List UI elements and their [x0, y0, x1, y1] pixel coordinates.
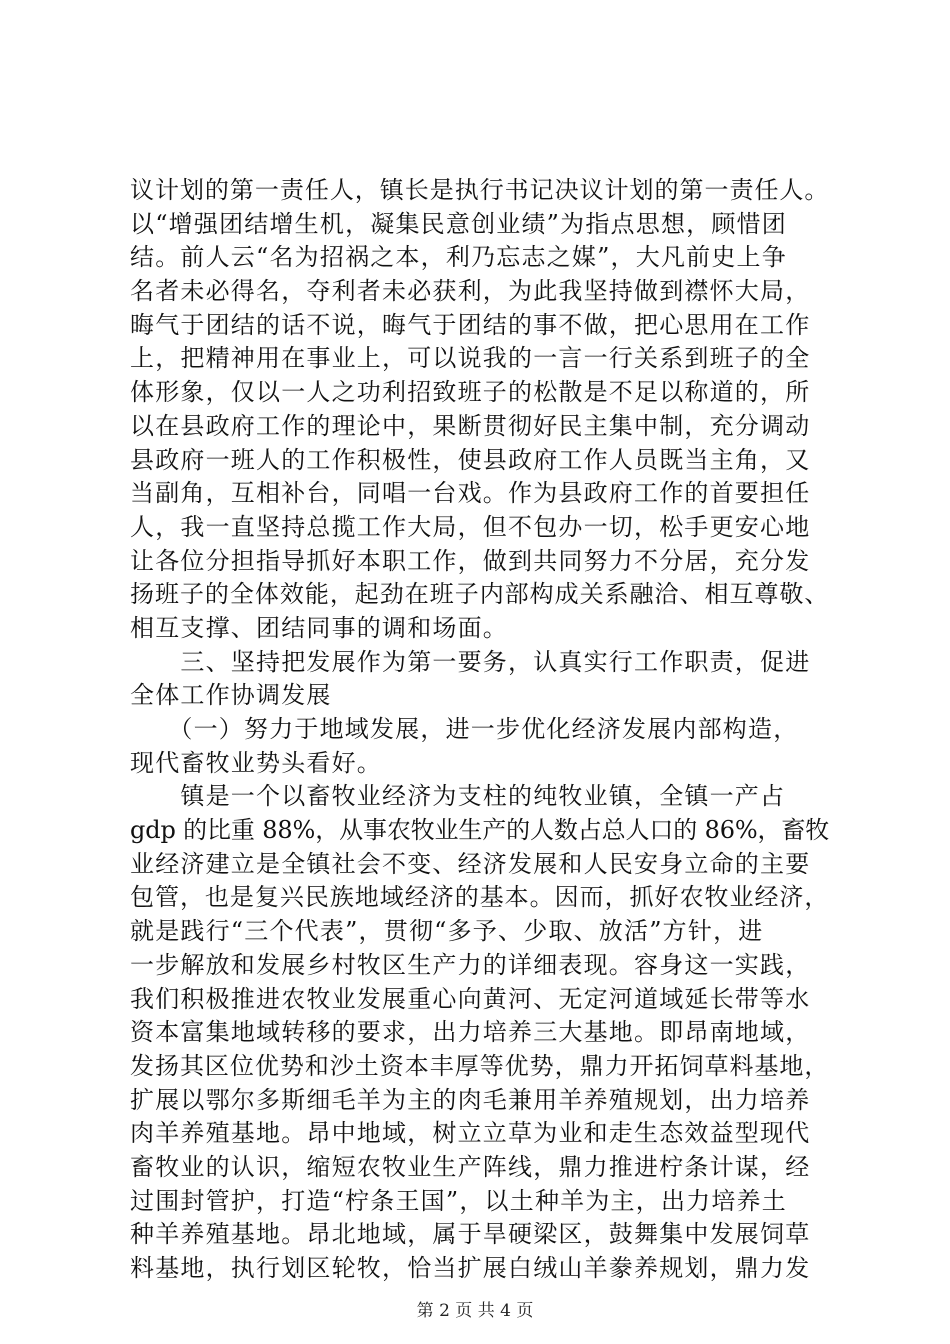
- text-line: 发扬其区位优势和沙土资本丰厚等优势，鼎力开拓饲草料基地，: [130, 1051, 830, 1080]
- text-line: 资本富集地域转移的要求，出力培养三大基地。即昂南地域，: [130, 1018, 811, 1047]
- text-line: 体形象，仅以一人之功利招致班子的松散是不足以称道的，所: [130, 378, 811, 407]
- text-line: 名者未必得名，夺利者未必获利，为此我坚持做到襟怀大局，: [130, 277, 811, 306]
- text-line: 让各位分担指导抓好本职工作，做到共同努力不分居，充分发: [130, 546, 811, 575]
- text-line: 镇是一个以畜牧业经济为支柱的纯牧业镇，全镇一产占: [130, 782, 786, 811]
- text-line: 全体工作协调发展: [130, 681, 332, 710]
- text-line: 当副角，互相补台，同唱一台戏。作为县政府工作的首要担任: [130, 479, 811, 508]
- body-text: [130, 174, 830, 1286]
- text-line: 以“增强团结增生机，凝集民意创业绩”为指点思想，顾惜团: [130, 209, 787, 238]
- text-line: 现代畜牧业势头看好。: [130, 748, 382, 777]
- text-line: 扬班子的全体效能，起劲在班子内部构成关系融洽、相互尊敬、: [130, 580, 830, 609]
- text-line: 肉羊养殖基地。昂中地域，树立立草为业和走生态效益型现代: [130, 1119, 811, 1148]
- text-line: 晦气于团结的话不说，晦气于团结的事不做，把心思用在工作: [130, 310, 811, 339]
- text-line: 扩展以鄂尔多斯细毛羊为主的肉毛兼用羊养殖规划，出力培养: [130, 1085, 811, 1114]
- text-line: gdp 的比重 88%，从事农牧业生产的人数占总人口的 86%，畜牧: [130, 816, 830, 845]
- text-line: 畜牧业的认识，缩短农牧业生产阵线，鼎力推进柠条计谋，经: [130, 1152, 811, 1181]
- text-line: 结。前人云“名为招祸之本，利乃忘志之媒”，大凡前史上争: [130, 243, 787, 272]
- text-line: 人，我一直坚持总揽工作大局，但不包办一切，松手更安心地: [130, 512, 811, 541]
- text-line: 种羊养殖基地。昂北地域，属于旱硬梁区，鼓舞集中发展饲草: [130, 1220, 811, 1249]
- text-line: 议计划的第一责任人，镇长是执行书记决议计划的第一责任人。: [130, 176, 830, 204]
- text-line: （一）努力于地域发展，进一步优化经济发展内部构造，: [130, 715, 799, 743]
- text-line: 一步解放和发展乡村牧区生产力的详细表现。容身这一实践，: [130, 950, 811, 979]
- text-line: 包管，也是复兴民族地域经济的基本。因而，抓好农牧业经济，: [130, 883, 830, 912]
- text-line: 业经济建立是全镇社会不变、经济发展和人民安身立命的主要: [130, 849, 811, 878]
- text-line: 以在县政府工作的理论中，果断贯彻好民主集中制，充分调动: [130, 411, 811, 440]
- page-footer: 第 2 页 共 4 页: [416, 1301, 534, 1321]
- text-line: 我们积极推进农牧业发展重心向黄河、无定河道域延长带等水: [130, 984, 811, 1013]
- text-line: 三、坚持把发展作为第一要务，认真实行工作职责，促进: [130, 647, 811, 676]
- text-line: 料基地，执行划区轮牧，恰当扩展白绒山羊豢养规划，鼎力发: [130, 1254, 811, 1282]
- text-line: 上，把精神用在事业上，可以说我的一言一行关系到班子的全: [130, 344, 811, 373]
- text-line: 就是践行“三个代表”，贯彻“多予、少取、放活”方针，进: [130, 917, 764, 946]
- text-line: 县政府一班人的工作积极性，使县政府工作人员既当主角，又: [130, 445, 811, 474]
- text-line: 过围封管护，打造“柠条王国”，以土种羊为主，出力培养土: [130, 1186, 787, 1215]
- text-line: 相互支撑、团结同事的调和场面。: [130, 613, 508, 642]
